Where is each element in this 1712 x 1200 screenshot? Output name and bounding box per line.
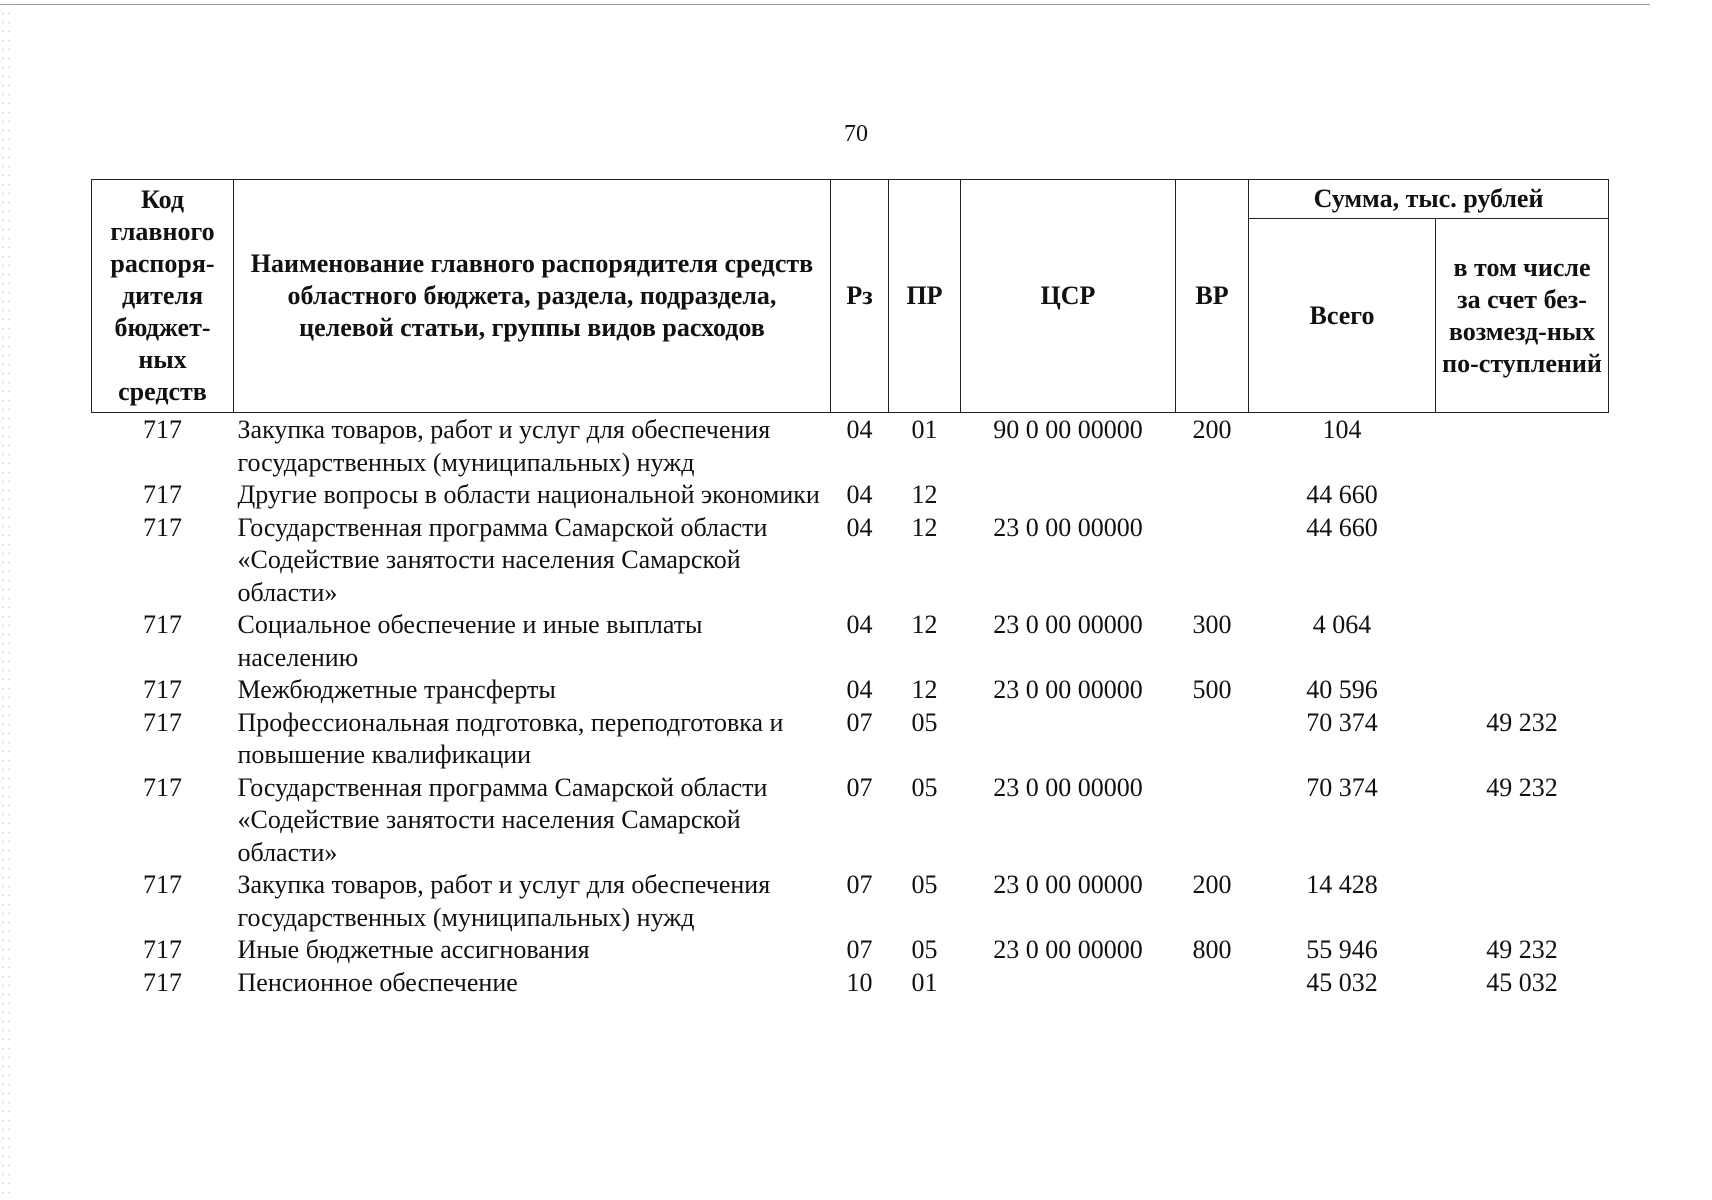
- cell-pr: 12: [911, 480, 938, 509]
- cell-name: Закупка товаров, работ и услуг для обеспечения государственных (муниципальных) нужд: [237, 415, 771, 477]
- table-row: [92, 609, 1609, 674]
- cell-name: Социальное обеспечение и иные выплаты населению: [237, 610, 703, 672]
- cell-csr: 23 0 00 00000: [993, 870, 1143, 899]
- header-vr: ВР: [1176, 180, 1249, 413]
- table-body: [92, 413, 1609, 1000]
- cell-name: Другие вопросы в области национальной экономики: [237, 480, 820, 509]
- cell-vr: 200: [1192, 415, 1232, 444]
- cell-name: Иные бюджетные ассигнования: [237, 935, 590, 964]
- table-row: [92, 934, 1609, 967]
- scan-margin-noise: [0, 0, 14, 1200]
- table-row: [92, 772, 1609, 870]
- cell-code: 717: [143, 772, 182, 802]
- cell-csr: 23 0 00 00000: [993, 610, 1143, 639]
- cell-code: 717: [143, 480, 182, 509]
- cell-free: [1436, 479, 1609, 512]
- cell-free: [1436, 512, 1609, 610]
- cell-rz: 04: [846, 675, 873, 704]
- cell-total: 70 374: [1306, 707, 1378, 737]
- cell-total: 104: [1322, 415, 1362, 444]
- cell-csr: [961, 479, 1176, 512]
- cell-total: 14 428: [1306, 870, 1378, 899]
- cell-name: Государственная программа Самарской области «Содействие занятости населения Самарской области»: [237, 772, 768, 867]
- cell-total: 55 946: [1306, 935, 1378, 964]
- cell-total: 44 660: [1306, 512, 1378, 542]
- cell-pr: 12: [911, 675, 938, 704]
- table-row: [92, 967, 1609, 1000]
- cell-free: 49 232: [1486, 707, 1558, 737]
- cell-total: 44 660: [1306, 480, 1378, 509]
- cell-vr: [1176, 512, 1249, 610]
- cell-rz: 07: [846, 772, 873, 802]
- cell-code: 717: [143, 415, 182, 444]
- cell-vr: 500: [1192, 675, 1232, 704]
- cell-vr: [1176, 772, 1249, 870]
- cell-pr: 05: [911, 870, 938, 899]
- cell-name: Профессиональная подготовка, переподготовка и повышение квалификации: [237, 707, 784, 769]
- cell-rz: 07: [846, 707, 873, 737]
- cell-free: 49 232: [1486, 935, 1558, 964]
- cell-name: Закупка товаров, работ и услуг для обеспечения государственных (муниципальных) нужд: [237, 870, 771, 932]
- cell-vr: 800: [1192, 935, 1232, 964]
- cell-code: 717: [143, 675, 182, 704]
- cell-vr: [1176, 479, 1249, 512]
- cell-pr: 12: [911, 512, 938, 542]
- header-code: Код главного распоря-дителя бюджет-ных средств: [92, 180, 234, 413]
- cell-rz: 10: [846, 967, 873, 997]
- cell-rz: 07: [846, 935, 873, 964]
- top-rule: [0, 4, 1650, 5]
- cell-name: Государственная программа Самарской области «Содействие занятости населения Самарской области»: [237, 512, 768, 607]
- cell-free: 45 032: [1486, 967, 1558, 997]
- cell-csr: 23 0 00 00000: [993, 512, 1143, 542]
- budget-table: [91, 179, 1609, 999]
- cell-free: [1436, 869, 1609, 934]
- cell-total: 40 596: [1306, 675, 1378, 704]
- cell-csr: 23 0 00 00000: [993, 935, 1143, 964]
- cell-code: 717: [143, 707, 182, 737]
- cell-pr: 05: [911, 772, 938, 802]
- page-number: 70: [844, 121, 868, 147]
- cell-code: 717: [143, 610, 182, 639]
- cell-code: 717: [143, 512, 182, 542]
- table-header: [92, 180, 1609, 413]
- cell-pr: 05: [911, 935, 938, 964]
- header-pr: ПР: [889, 180, 961, 413]
- cell-csr: 23 0 00 00000: [993, 772, 1143, 802]
- cell-csr: 90 0 00 00000: [993, 415, 1143, 444]
- cell-vr: 200: [1192, 870, 1232, 899]
- header-csr: ЦСР: [961, 180, 1176, 413]
- cell-free: [1436, 609, 1609, 674]
- cell-pr: 01: [911, 415, 938, 444]
- cell-free: [1436, 674, 1609, 707]
- header-rz: Рз: [831, 180, 889, 413]
- cell-vr: 300: [1192, 610, 1232, 639]
- cell-rz: 07: [846, 870, 873, 899]
- cell-rz: 04: [846, 610, 873, 639]
- table-row: [92, 479, 1609, 512]
- cell-free: 49 232: [1486, 772, 1558, 802]
- cell-csr: [961, 707, 1176, 772]
- cell-total: 45 032: [1306, 967, 1378, 997]
- cell-code: 717: [143, 870, 182, 899]
- cell-rz: 04: [846, 415, 873, 444]
- cell-free: [1436, 413, 1609, 480]
- cell-code: 717: [143, 935, 182, 964]
- table-row: [92, 674, 1609, 707]
- cell-csr: [961, 967, 1176, 1000]
- cell-code: 717: [143, 967, 182, 997]
- cell-name: Пенсионное обеспечение: [237, 967, 518, 997]
- cell-rz: 04: [846, 512, 873, 542]
- table-row: [92, 869, 1609, 934]
- cell-pr: 05: [911, 707, 938, 737]
- cell-name: Межбюджетные трансферты: [237, 675, 556, 704]
- cell-csr: 23 0 00 00000: [993, 675, 1143, 704]
- cell-rz: 04: [846, 480, 873, 509]
- cell-pr: 01: [911, 967, 938, 997]
- header-free-receipts: в том числе за счет без-возмезд-ных по-ступлений: [1436, 219, 1609, 413]
- table-row: [92, 512, 1609, 610]
- table-row: [92, 413, 1609, 480]
- cell-vr: [1176, 967, 1249, 1000]
- header-name: Наименование главного распорядителя средств областного бюджета, раздела, подраздела, целевой статьи, группы видов расходов: [234, 180, 831, 413]
- cell-vr: [1176, 707, 1249, 772]
- header-sum-title: Сумма, тыс. рублей: [1249, 180, 1609, 219]
- header-total: Всего: [1249, 219, 1436, 413]
- cell-total: 4 064: [1312, 610, 1372, 639]
- cell-pr: 12: [911, 610, 938, 639]
- table-row: [92, 707, 1609, 772]
- cell-total: 70 374: [1306, 772, 1378, 802]
